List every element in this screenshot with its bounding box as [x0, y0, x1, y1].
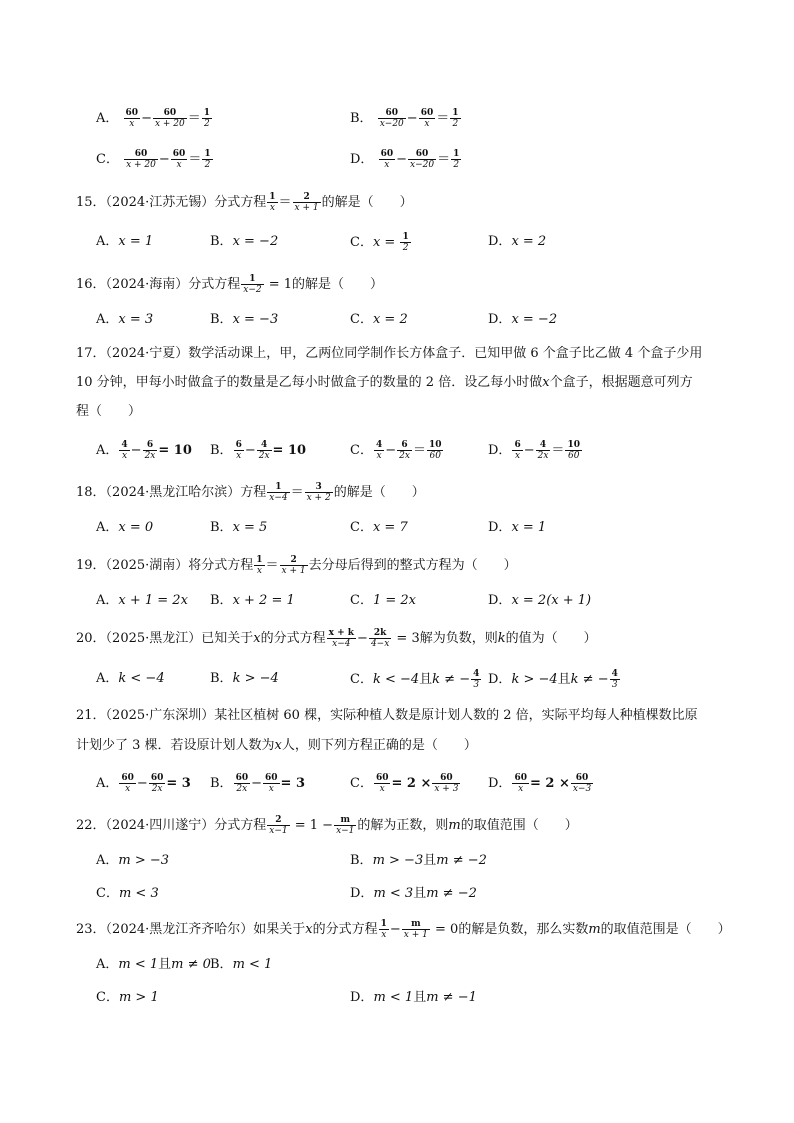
fraction: $\frac{1}{2}$ — [453, 149, 460, 170]
fraction: $\frac{10}{60}$ — [428, 440, 442, 461]
q20-option-b[interactable]: B．k > −4 — [210, 671, 279, 686]
fraction: $\frac{4}{3}$ — [611, 669, 618, 690]
question-21-line2: 计划少了 3 棵．若设原计划人数为x人，则下列方程正确的是（ ） — [76, 738, 477, 753]
fraction: $\frac{6}{2x}$ — [144, 440, 156, 461]
fraction: $\frac{60}{x-3}$ — [572, 773, 592, 794]
fraction: $\frac{2}{x-1}$ — [269, 815, 288, 836]
fraction: $\frac{60}{2x}$ — [150, 773, 164, 794]
option-label: C． — [96, 152, 119, 167]
q19-option-c[interactable]: C．1 = 2x — [350, 593, 416, 608]
q17-option-d[interactable]: D． $\frac{6}{x}$ − $\frac{4}{2x}$ ＝ $\frac{10}{60}$ — [488, 440, 580, 461]
q23-option-d[interactable]: D．m < 1且m ≠ −1 — [350, 990, 477, 1005]
option-label: D． — [350, 152, 374, 167]
fraction: $\frac{10}{60}$ — [567, 440, 580, 461]
fraction: $\frac{60}{2x}$ — [235, 773, 249, 794]
q15-option-b[interactable]: B．x = −2 — [210, 234, 279, 249]
q15-option-a[interactable]: A．x = 1 — [96, 234, 154, 249]
q22-option-b[interactable]: B．m > −3且m ≠ −2 — [350, 853, 487, 868]
fraction: $\frac{1}{x}$ — [269, 192, 276, 213]
fraction: $\frac{60}{x}$ — [172, 149, 186, 170]
question-17-line2: 10 分钟，甲每小时做盒子的数量是乙每小时做盒子的数量的 2 倍．设乙每小时做x个盒子，根据题意可列方 — [76, 375, 693, 390]
question-17-line1: 17．（2024·宁夏）数学活动课上，甲，乙两位同学制作长方体盒子．已知甲做 6 个盒子比乙做 4 个盒子少用 — [76, 346, 703, 361]
fraction: $\frac{60}{x}$ — [380, 149, 394, 170]
question-17-line3: 程（ ） — [76, 404, 142, 419]
q18-option-a[interactable]: A．x = 0 — [96, 520, 154, 535]
q19-option-d[interactable]: D．x = 2(x + 1) — [488, 593, 592, 608]
fraction: $\frac{x + k}{x-4}$ — [328, 628, 355, 649]
q15-option-d[interactable]: D．x = 2 — [488, 234, 547, 249]
fraction: $\frac{60}{x-20}$ — [410, 149, 435, 170]
fraction: $\frac{60}{x}$ — [265, 773, 278, 794]
fraction: $\frac{1}{x-2}$ — [243, 274, 262, 295]
fraction: $\frac{60}{x}$ — [121, 773, 134, 794]
q16-option-b[interactable]: B．x = −3 — [210, 312, 279, 327]
q14-option-a[interactable]: A． $\frac{60}{x}$ − $\frac{60}{x + 20}$ ＝ $\frac{1}{2}$ — [96, 108, 211, 129]
q17-option-c[interactable]: C． $\frac{4}{x}$ − $\frac{6}{2x}$ ＝ $\frac{10}{60}$ — [350, 440, 442, 461]
q16-option-c[interactable]: C．x = 2 — [350, 312, 408, 327]
fraction: $\frac{6}{2x}$ — [399, 440, 410, 461]
fraction: $\frac{2}{x + 1}$ — [281, 555, 306, 576]
q21-option-d[interactable]: D． $\frac{60}{x}$ = 2 × $\frac{60}{x-3}$ — [488, 773, 592, 794]
fraction: $\frac{60}{x + 3}$ — [434, 773, 459, 794]
q16-option-a[interactable]: A．x = 3 — [96, 312, 154, 327]
q14-option-d[interactable]: D． $\frac{60}{x}$ − $\frac{60}{x-20}$ ＝ $\frac{1}{2}$ — [350, 149, 460, 170]
q17-option-b[interactable]: B． $\frac{6}{x}$ − $\frac{4}{2x}$ = 10 — [210, 440, 307, 461]
q19-option-a[interactable]: A．x + 1 = 2x — [96, 593, 188, 608]
q17-option-a[interactable]: A． $\frac{4}{x}$ − $\frac{6}{2x}$ = 10 — [96, 440, 192, 461]
q15-option-c[interactable]: C．x = $\frac{1}{2}$ — [350, 232, 409, 253]
q21-option-a[interactable]: A． $\frac{60}{x}$ − $\frac{60}{2x}$ = 3 — [96, 773, 191, 794]
fraction: $\frac{60}{x}$ — [420, 108, 434, 129]
fraction: $\frac{60}{x}$ — [125, 108, 139, 129]
q20-option-d[interactable]: D．k > −4且k ≠ − $\frac{4}{3}$ — [488, 669, 618, 690]
fraction: $\frac{2}{x + 1}$ — [294, 192, 319, 213]
fraction: $\frac{1}{x-4}$ — [269, 482, 288, 503]
question-16-stem: 16．（2024·海南）分式方程 $\frac{1}{x-2}$ = 1的解是（ ） — [76, 274, 384, 295]
q20-option-c[interactable]: C．k < −4且k ≠ − $\frac{4}{3}$ — [350, 669, 480, 690]
fraction: $\frac{60}{x}$ — [514, 773, 527, 794]
q20-option-a[interactable]: A．k < −4 — [96, 671, 165, 686]
q23-option-b[interactable]: B．m < 1 — [210, 957, 273, 972]
q18-option-b[interactable]: B．x = 5 — [210, 520, 268, 535]
fraction: $\frac{1}{2}$ — [203, 108, 211, 129]
q21-option-c[interactable]: C． $\frac{60}{x}$ = 2 × $\frac{60}{x + 3}$ — [350, 773, 459, 794]
q22-option-d[interactable]: D．m < 3且m ≠ −2 — [350, 886, 477, 901]
fraction: $\frac{1}{x}$ — [380, 919, 387, 940]
question-20-stem: 20．（2025·黑龙江）已知关于x的分式方程 $\frac{x + k}{x-4}$ − $\frac{2k}{4-x}$ = 3解为负数，则k的值为（ ） — [76, 628, 597, 649]
q23-option-c[interactable]: C．m > 1 — [96, 990, 159, 1005]
fraction: $\frac{60}{x + 20}$ — [126, 149, 156, 170]
q14-option-c[interactable]: C． $\frac{60}{x + 20}$ − $\frac{60}{x}$ ＝ $\frac{1}{2}$ — [96, 149, 211, 170]
q18-option-d[interactable]: D．x = 1 — [488, 520, 547, 535]
fraction: $\frac{m}{x-1}$ — [336, 815, 355, 836]
fraction: $\frac{6}{x}$ — [235, 440, 242, 461]
fraction: $\frac{1}{2}$ — [402, 232, 409, 253]
option-label: A． — [96, 111, 119, 126]
fraction: $\frac{60}{x}$ — [375, 773, 389, 794]
fraction: $\frac{6}{x}$ — [514, 440, 521, 461]
q22-option-c[interactable]: C．m < 3 — [96, 886, 159, 901]
q23-option-a[interactable]: A．m < 1且m ≠ 0 — [96, 957, 211, 972]
q19-option-b[interactable]: B．x + 2 = 1 — [210, 593, 295, 608]
question-18-stem: 18．（2024·黑龙江哈尔滨）方程 $\frac{1}{x-4}$ ＝ $\frac{3}{x + 2}$ 的解是（ ） — [76, 482, 425, 503]
q21-option-b[interactable]: B． $\frac{60}{2x}$ − $\frac{60}{x}$ = 3 — [210, 773, 305, 794]
q18-option-c[interactable]: C．x = 7 — [350, 520, 408, 535]
fraction: $\frac{4}{3}$ — [473, 669, 480, 690]
fraction: $\frac{1}{2}$ — [452, 108, 459, 129]
question-22-stem: 22．（2024·四川遂宁）分式方程 $\frac{2}{x-1}$ = 1 − $\frac{m}{x-1}$ 的解为正数，则m的取值范围（ ） — [76, 815, 578, 836]
fraction: $\frac{4}{2x}$ — [537, 440, 549, 461]
q14-option-b[interactable]: B． $\frac{60}{x-20}$ − $\frac{60}{x}$ ＝ $\frac{1}{2}$ — [350, 108, 459, 129]
question-19-stem: 19．（2025·湖南）将分式方程 $\frac{1}{x}$ ＝ $\frac{2}{x + 1}$ 去分母后得到的整式方程为（ ） — [76, 555, 517, 576]
question-15-stem: 15．（2024·江苏无锡）分式方程 $\frac{1}{x}$ ＝ $\frac{2}{x + 1}$ 的解是（ ） — [76, 192, 413, 213]
q16-option-d[interactable]: D．x = −2 — [488, 312, 558, 327]
question-23-stem: 23．（2024·黑龙江齐齐哈尔）如果关于x的分式方程 $\frac{1}{x}$ − $\frac{m}{x + 1}$ = 0的解是负数，那么实数m的取值范围是（ ） — [76, 919, 731, 940]
fraction: $\frac{60}{x-20}$ — [379, 108, 404, 129]
option-label: B． — [350, 111, 373, 126]
q22-option-a[interactable]: A．m > −3 — [96, 853, 170, 868]
fraction: $\frac{4}{2x}$ — [258, 440, 270, 461]
fraction: $\frac{1}{2}$ — [204, 149, 211, 170]
fraction: $\frac{3}{x + 2}$ — [306, 482, 331, 503]
fraction: $\frac{4}{x}$ — [121, 440, 128, 461]
question-21-line1: 21．（2025·广东深圳）某社区植树 60 棵，实际种植人数是原计划人数的 2 倍，实际平均每人种植棵数比原 — [76, 708, 698, 723]
fraction: $\frac{1}{x}$ — [256, 555, 263, 576]
fraction: $\frac{2k}{4-x}$ — [370, 628, 390, 649]
fraction: $\frac{m}{x + 1}$ — [403, 919, 428, 940]
fraction: $\frac{60}{x + 20}$ — [154, 108, 185, 129]
fraction: $\frac{4}{x}$ — [375, 440, 383, 461]
